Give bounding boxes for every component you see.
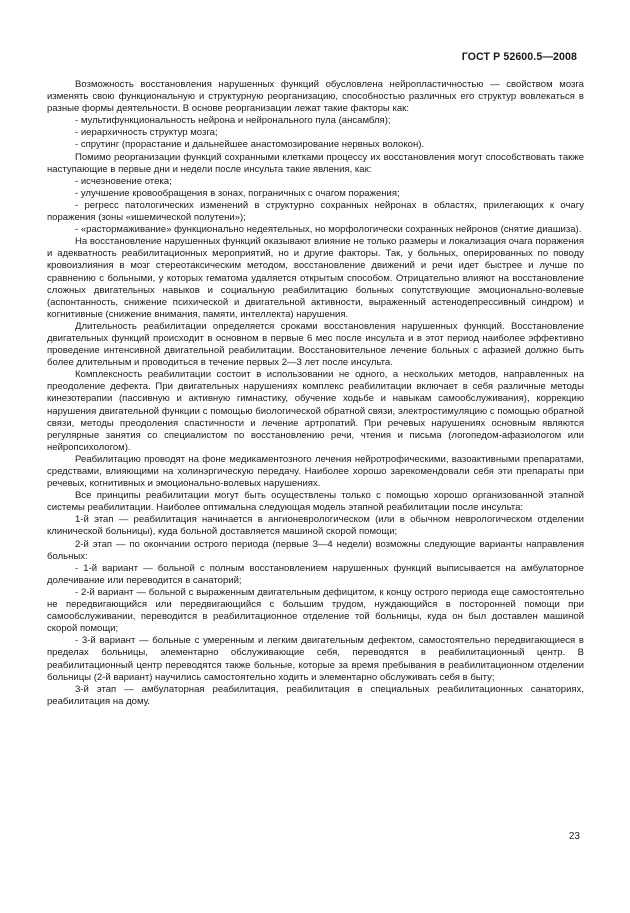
paragraph: Комплексность реабилитации состоит в использовании не одного, а нескольких методов, направленных на преодоление дефекта. При двигательных нарушениях комплекс реабилитации включает в себя различные методы кинезотерапии (пассивную и активную гимнастику, обучение ходьбе и навыкам самообслуживания), коррекцию нарушения двигательной функции с помощью биологической обратной связи, электростимуляцию с помощью обратной связи, методы преодоления спастичности и лечение артропатий. При речевых нарушениях основным являются регулярные занятия со специалистом по восстановлению речи, чтения и письма (логопедом-афазиологом или нейропсихологом).: [47, 369, 584, 453]
paragraph: Возможность восстановления нарушенных функций обусловлена нейропластичностью — свойством мозга изменять свою функциональную и структурную реорганизацию, способностью различных его структур вовлекаться в разные формы деятельности. В основе реорганизации лежат такие факторы как:: [47, 79, 584, 115]
body-text: [47, 79, 584, 708]
paragraph: Все принципы реабилитации могут быть осуществлены только с помощью хорошо организованной этапной системы реабилитации. Наиболее оптимальна следующая модель этапной реабилитации после инсульта:: [47, 490, 584, 514]
list-item: - мультифункциональность нейрона и нейронального пула (ансамбля);: [75, 115, 391, 127]
paragraph: Длительность реабилитации определяется сроками восстановления нарушенных функций. Восстановление двигательных функций происходит в основном в первые 6 мес после инсульта и в этот период наиболее эффективно проведение интенсивной двигательной реабилитации. Восстановительное лечение больных с афазией должно быть более длительным и проводиться в течение первых 2—3 лет после инсульта.: [47, 320, 584, 369]
list-item: - улучшение кровообращения в зонах, пограничных с очагом поражения;: [75, 187, 400, 199]
paragraph: 1-й этап — реабилитация начинается в ангионеврологическом (или в обычном неврологическом отделении клинической больницы), куда больной доставляется машиной скорой помощи;: [47, 514, 584, 538]
list-item: - исчезновение отека;: [75, 175, 172, 187]
paragraph: - регресс патологических изменений в структурно сохранных нейронах в областях, прилегающих к очагу поражения (зоны «ишемической полутени»);: [47, 199, 584, 224]
paragraph: Реабилитацию проводят на фоне медикаментозного лечения нейротрофическими, вазоактивными препаратами, средствами, влияющими на холинэргическую передачу. Наиболее хорошо зарекомендовали себя эти препараты при речевых, когнитивных и эмоционально-волевых нарушениях.: [47, 453, 584, 490]
paragraph: 2-й этап — по окончании острого периода (первые 3—4 недели) возможны следующие варианты направления больных:: [47, 538, 584, 562]
list-item: - спрутинг (прорастание и дальнейшее анастомозирование нервных волокон).: [75, 139, 425, 151]
list-item: - иерархичность структур мозга;: [75, 127, 218, 139]
paragraph: - 2-й вариант — больной с выраженным двигательным дефицитом, к концу острого периода еще самостоятельно не передвигающийся или передвигающийся с большим трудом, нуждающийся в посторонней помощи при самообслуживании, переводится в реабилитационное отделение той больницы, куда он был доставлен машиной скорой помощи;: [47, 586, 584, 635]
paragraph: 3-й этап — амбулаторная реабилитация, реабилитация в специальных реабилитационных санаториях, реабилитация на дому.: [47, 683, 584, 707]
paragraph: - «растормаживание» функционально недеятельных, но морфологически сохранных нейронов (снятие диашиза).: [75, 224, 582, 236]
paragraph: - 3-й вариант — больные с умеренным и легким двигательным дефектом, самостоятельно передвигающиеся в пределах больницы, элементарно обслуживающие себя, переводятся в реабилитационный центр. В реабилитационный центр переводятся также больные, которые за время пребывания в реабилитационном отделении больницы (2-й вариант) научились самостоятельно ходить и элементарно обслуживать себя в быту;: [47, 635, 584, 683]
paragraph: На восстановление нарушенных функций оказывают влияние не только размеры и локализация очага поражения и адекватность реабилитационных мероприятий, но и другие факторы. Так, у больных, оперированных по поводу кровоизлияния в мозг стереотаксическим методом, восстановление движений и речи идет быстрее и лучше по сравнению с больными, у которых гематома удаляется открытым способом. Отрицательно влияют на восстановление сложных двигательных навыков и социальную реабилитацию больных сопутствующие эмоционально-волевые (аспонтанность, снижение психической и двигательной активности, выраженный астенодепрессивный синдром) и когнитивные (снижение внимания, памяти, интеллекта) нарушения.: [47, 236, 584, 320]
paragraph: Помимо реорганизации функций сохранными клетками процессу их восстановления могут способствовать также наступающие в первые дни и недели после инсульта такие явления, как:: [47, 151, 584, 175]
page-number: 23: [568, 831, 580, 842]
paragraph: - 1-й вариант — больной с полным восстановлением нарушенных функций выписывается на амбулаторное долечивание или переводится в санаторий;: [47, 562, 584, 586]
standard-code-header: ГОСТ Р 52600.5—2008: [461, 51, 577, 63]
